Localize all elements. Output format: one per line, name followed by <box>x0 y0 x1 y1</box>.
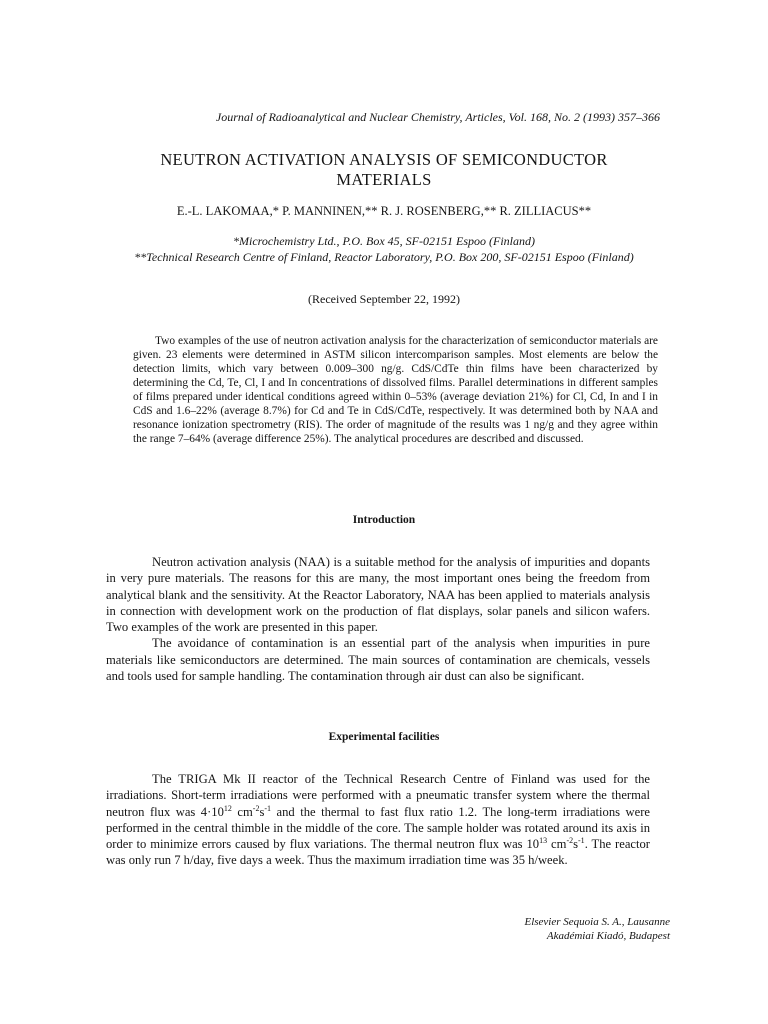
abstract <box>133 334 658 446</box>
text-run: s <box>573 837 579 852</box>
publisher-line-1: Elsevier Sequoia S. A., Lausanne <box>524 916 670 928</box>
title-line-2: MATERIALS <box>336 170 432 189</box>
superscript: 13 <box>539 836 548 845</box>
title-line-1: NEUTRON ACTIVATION ANALYSIS OF SEMICONDUCTOR <box>160 150 608 169</box>
superscript: -2 <box>252 803 260 813</box>
paragraph <box>106 771 650 869</box>
abstract-text: Two examples of the use of neutron activation analysis for the characterization of semiconductor materials are given. 23 elements were determined in ASTM silicon intercomparison samples. Most elements are below the detection limits, which vary between 0.009–300 ng/g. CdS/CdTe thin films have been characterized by determining the Cd, Te, Cl, I and In concentrations of dissolved films. Parallel determinations in different samples of films prepared under identical conditions agreed within 0–53% (average deviation 21%) for Cl, Cd, In and I in CdS and 1.6–22% (average 8.7%) for Cd and Te in CdS/CdTe, respectively. It was determined both by NAA and resonance ionization spectrometry (RIS). The order of magnitude of the results was 1 ng/g and they agree within the range 7–64% (average difference 25%). The analytical procedures are described and discussed. <box>133 335 658 445</box>
paragraph: The avoidance of contamination is an essential part of the analysis when impurities in pure materials like semiconductors are determined. The main sources of contamination are chemicals, vessels and tools used for sample handling. The contamination through air dust can also be significant. <box>106 636 650 684</box>
introduction-body <box>106 554 650 684</box>
experimental-body <box>106 771 650 869</box>
journal-citation: Journal of Radioanalytical and Nuclear Chemistry, Articles, Vol. 168, No. 2 (1993) 357–366 <box>215 110 660 124</box>
affiliation-2: **Technical Research Centre of Finland, Reactor Laboratory, P.O. Box 200, SF-02151 Espoo (Finland) <box>134 250 634 264</box>
superscript: -1 <box>264 803 272 813</box>
text-run: . The reactor was only run 7 h/day, five days a week. Thus the maximum irradiation time was 35 h/week. <box>106 837 651 868</box>
text-run: and the thermal to fast flux ratio 1.2. The long-term irradiations were performed in the central thimble in the middle of the core. The sample holder was rotated around its axis in order to minimize errors caused by flux variations. The thermal neutron flux was 10 <box>106 804 650 852</box>
section-heading-introduction: Introduction <box>352 514 416 526</box>
publisher-info <box>440 915 670 943</box>
text-run: s <box>259 804 265 819</box>
authors: E.-L. LAKOMAA,* P. MANNINEN,** R. J. ROSENBERG,** R. ZILLIACUS** <box>176 204 592 218</box>
superscript: -2 <box>566 836 574 845</box>
paper-title <box>84 150 684 190</box>
section-heading-experimental-facilities: Experimental facilities <box>328 731 440 743</box>
publisher-line-2: Akadémiai Kiadó, Budapest <box>546 930 670 942</box>
superscript: -1 <box>578 836 585 845</box>
superscript: 12 <box>223 803 232 813</box>
affiliation-1: *Microchemistry Ltd., P.O. Box 45, SF-02151 Espoo (Finland) <box>233 234 535 248</box>
paragraph: Neutron activation analysis (NAA) is a suitable method for the analysis of impurities and dopants in very pure materials. The reasons for this are many, the most important ones being the freedom from analytical blank and the sensitivity. At the Reactor Laboratory, NAA has been applied to materials analysis in connection with development work on the production of flat displays, solar panels and silicon wafers. Two examples of the work are presented in this paper. <box>106 555 650 635</box>
text-run: The TRIGA Mk II reactor of the Technical Research Centre of Finland was used for the irradiations. Short-term irradiations were performed with a pneumatic transfer system where the thermal neutron flux was 4·10 <box>106 772 650 819</box>
text-run: cm <box>231 804 253 819</box>
text-run: cm <box>547 837 567 852</box>
received-date: (Received September 22, 1992) <box>308 292 460 306</box>
